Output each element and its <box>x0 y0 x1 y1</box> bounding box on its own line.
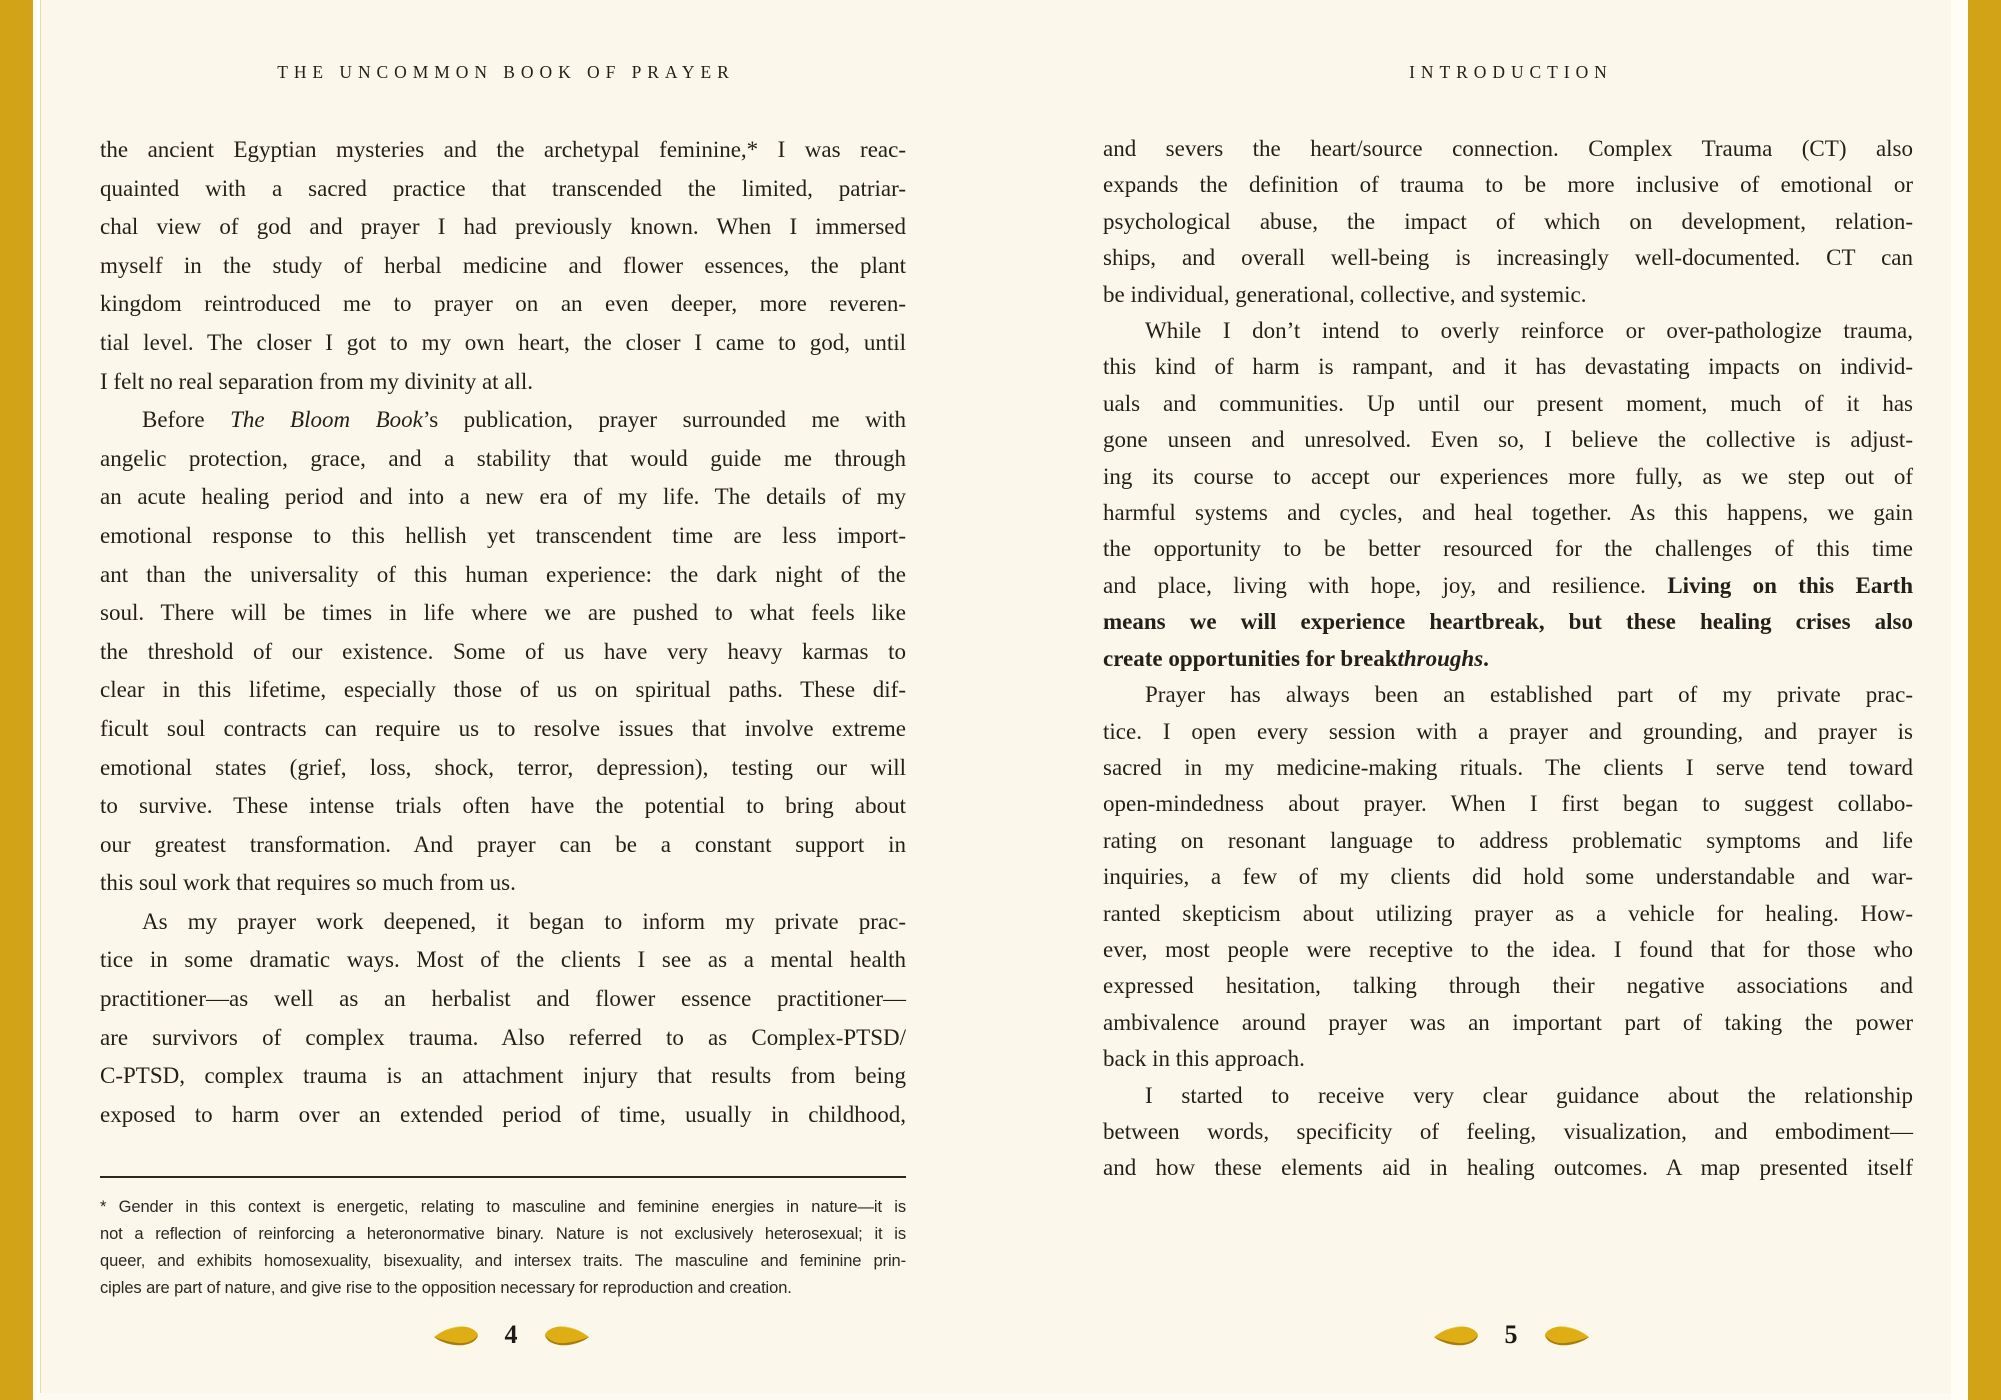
text-line: are survivors of complex trauma. Also referred to as Complex-PTSD/ <box>100 1024 906 1050</box>
text-line: emotional response to this hellish yet transcendent time are less import- <box>100 522 906 548</box>
text-line: expands the definition of trauma to be more inclusive of emotional or <box>1103 172 1913 198</box>
text-line: back in this approach. <box>1103 1046 1305 1072</box>
running-header-right: INTRODUCTION <box>1409 62 1613 82</box>
text-line: tice in some dramatic ways. Most of the clients I see as a mental health <box>100 947 906 973</box>
text-line: be individual, generational, collective, and systemic. <box>1103 281 1587 307</box>
page-number-right: 5 <box>1504 1320 1518 1349</box>
text-line: this kind of harm is rampant, and it has devastating impacts on individ- <box>1103 354 1913 380</box>
text-line: clear in this lifetime, especially those of us on spiritual paths. These dif- <box>100 677 906 703</box>
text-line: the ancient Egyptian mysteries and the archetypal feminine,* I was reac- <box>100 137 906 162</box>
page-right <box>1041 0 1981 1400</box>
paragraph <box>100 903 906 1135</box>
text-line: gone unseen and unresolved. Even so, I believe the collective is adjust- <box>1103 427 1913 453</box>
leaf-ornament-icon <box>544 1324 590 1346</box>
page-left <box>41 0 981 1400</box>
leaf-ornament-icon <box>433 1324 479 1346</box>
text-line: and how these elements aid in healing outcomes. A map presented itself <box>1103 1155 1913 1181</box>
paragraph <box>1103 131 1913 313</box>
text-line: emotional states (grief, loss, shock, terror, depression), testing our will <box>100 754 906 780</box>
text-line: psychological abuse, the impact of which on development, relation- <box>1103 208 1913 234</box>
paragraph <box>1103 313 1913 677</box>
page-footer-left <box>41 1320 981 1350</box>
text-line: tice. I open every session with a prayer and grounding, and prayer is <box>1103 718 1913 744</box>
text-line: ficult soul contracts can require us to resolve issues that involve extreme <box>100 715 906 741</box>
text-line: soul. There will be times in life where we are pushed to what feels like <box>100 600 906 626</box>
text-line: I felt no real separation from my divinity at all. <box>100 368 534 394</box>
text-line: the opportunity to be better resourced for the challenges of this time <box>1103 536 1913 562</box>
text-line: an acute healing period and into a new era of my life. The details of my <box>100 484 906 510</box>
running-header-left: THE UNCOMMON BOOK OF PRAYER <box>277 62 735 82</box>
text-line: * Gender in this context is energetic, relating to masculine and feminine energies in nature—it is <box>100 1198 906 1216</box>
text-line: Prayer has always been an established part of my private prac- <box>1145 682 1913 708</box>
footnote-rule <box>100 1176 906 1178</box>
text-line: this soul work that requires so much from us. <box>100 870 516 896</box>
text-line: ranted skepticism about utilizing prayer as a vehicle for healing. How- <box>1103 900 1913 926</box>
text-line: create opportunities for breakthroughs. <box>1103 645 1489 671</box>
text-line: open-mindedness about prayer. When I first began to suggest collabo- <box>1103 791 1913 817</box>
text-line: and place, living with hope, joy, and resilience. Living on this Earth <box>1103 572 1913 598</box>
text-line: the threshold of our existence. Some of us have very heavy karmas to <box>100 638 906 664</box>
text-line: Before The Bloom Book’s publication, prayer surrounded me with <box>142 407 906 433</box>
text-line: C-PTSD, complex trauma is an attachment injury that results from being <box>100 1063 906 1089</box>
gold-band-left <box>0 0 33 1400</box>
text-line: sacred in my medicine-making rituals. The clients I serve tend toward <box>1103 754 1913 780</box>
text-line: practitioner—as well as an herbalist and flower essence practitioner— <box>100 986 906 1012</box>
text-line: ever, most people were receptive to the idea. I found that for those who <box>1103 936 1913 962</box>
text-line: ciples are part of nature, and give rise to the opposition necessary for reproduction and creation. <box>100 1279 792 1297</box>
text-line: myself in the study of herbal medicine and flower essences, the plant <box>100 252 906 278</box>
text-line: queer, and exhibits homosexuality, bisexuality, and intersex traits. The masculine and feminine prin- <box>100 1252 906 1270</box>
leaf-ornament-icon <box>1433 1324 1479 1346</box>
text-line: angelic protection, grace, and a stability that would guide me through <box>100 445 906 471</box>
paragraph <box>1103 1078 1913 1187</box>
page-number-left: 4 <box>504 1320 518 1349</box>
text-line: quainted with a sacred practice that transcended the limited, patriar- <box>100 175 906 201</box>
text-line: expressed hesitation, talking through their negative associations and <box>1103 973 1913 999</box>
text-line: our greatest transformation. And prayer can be a constant support in <box>100 831 906 857</box>
text-line: I started to receive very clear guidance about the relationship <box>1145 1082 1913 1108</box>
text-line: tial level. The closer I got to my own heart, the closer I came to god, until <box>100 329 906 355</box>
footnote <box>100 1194 906 1302</box>
text-line: While I don’t intend to overly reinforce or over-pathologize trauma, <box>1145 318 1913 344</box>
text-line: rating on resonant language to address problematic symptoms and life <box>1103 827 1913 853</box>
text-line: kingdom reintroduced me to prayer on an even deeper, more reveren- <box>100 291 906 317</box>
text-line: inquiries, a few of my clients did hold some understandable and war- <box>1103 864 1913 890</box>
text-line: means we will experience heartbreak, but these healing crises also <box>1103 609 1913 635</box>
text-line: harmful systems and cycles, and heal together. As this happens, we gain <box>1103 500 1913 526</box>
text-line: to survive. These intense trials often have the potential to bring about <box>100 793 906 819</box>
text-line: ant than the universality of this human experience: the dark night of the <box>100 561 906 587</box>
leaf-ornament-icon <box>1544 1324 1590 1346</box>
body-text-right <box>1103 131 1913 1187</box>
text-line: and severs the heart/source connection. Complex Trauma (CT) also <box>1103 136 1913 161</box>
text-line: between words, specificity of feeling, visualization, and embodiment— <box>1103 1118 1913 1144</box>
text-line: ing its course to accept our experiences more fully, as we step out of <box>1103 463 1913 489</box>
body-text-left <box>100 131 906 1134</box>
page-footer-right <box>1041 1320 1981 1350</box>
text-line: not a reflection of reinforcing a heteronormative binary. Nature is not exclusively heterosexual; it is <box>100 1225 906 1243</box>
text-line: chal view of god and prayer I had previously known. When I immersed <box>100 214 906 240</box>
paragraph <box>100 131 906 401</box>
text-line: exposed to harm over an extended period of time, usually in childhood, <box>100 1101 906 1127</box>
paragraph <box>100 401 906 903</box>
text-line: ambivalence around prayer was an important part of taking the power <box>1103 1009 1913 1035</box>
text-line: As my prayer work deepened, it began to inform my private prac- <box>142 908 906 934</box>
page-edge-left <box>33 0 41 1400</box>
text-line: ships, and overall well-being is increasingly well-documented. CT can <box>1103 245 1913 271</box>
paragraph <box>1103 677 1913 1077</box>
text-line: uals and communities. Up until our present moment, much of it has <box>1103 390 1913 416</box>
